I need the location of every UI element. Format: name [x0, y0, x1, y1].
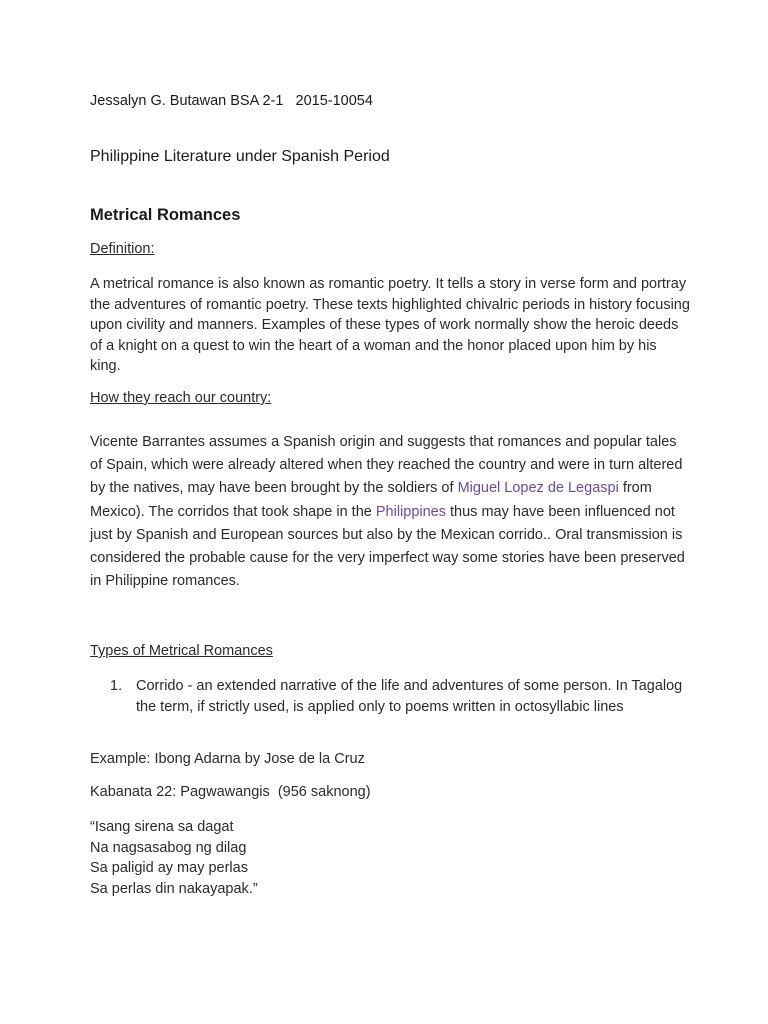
definition-text: A metrical romance is also known as romantic poetry. It tells a story in verse form and portray the adventures of romantic poetry. These texts highlighted chivalric periods in history focusing upon civility and manners. Examples of these types of work normally show the heroic deeds of a knight on a quest to win the heart of a woman and the honor placed upon him by his king.: [90, 276, 690, 374]
document-title: Philippine Literature under Spanish Period: [90, 148, 390, 165]
list-item-text: Corrido - an extended narrative of the life and adventures of some person. In Tagalog the term, if strictly used, is applied only to poems written in octosyllabic lines: [136, 678, 683, 715]
poem-line: Sa paligid ay may perlas: [90, 860, 248, 876]
origin-text-3: thus may have been influenced not just by Spanish and European sources but also by the Mexican corrido.. Oral transmission is considered the probable cause for the very imperfect way some stories have been preserved in Philippine romances.: [90, 503, 685, 590]
poem-excerpt: [90, 817, 258, 899]
origin-label: How they reach our country:: [90, 390, 272, 406]
poem-line: Sa perlas din nakayapak.”: [90, 880, 258, 897]
poem-line: “Isang sirena sa dagat: [90, 819, 234, 835]
poem-line: Na nagsasabog ng dilag: [90, 839, 247, 856]
section-title: Metrical Romances: [90, 206, 241, 224]
legaspi-link[interactable]: Miguel Lopez de Legaspi: [457, 480, 619, 497]
origin-text-2: from Mexico). The corridos that took shape in the: [90, 480, 652, 520]
philippines-link[interactable]: Philippines: [375, 503, 446, 520]
origin-paragraph: [90, 431, 690, 593]
list-item-number: 1.: [110, 678, 123, 694]
origin-text-1: Vicente Barrantes assumes a Spanish origin and suggests that romances and popular tales of Spain, which were already altered when they reached the country and were in turn altered by the natives, may have been brought by the soldiers of: [90, 434, 683, 497]
author-line: Jessalyn G. Butawan BSA 2-1 2015-10054: [90, 93, 373, 109]
types-label: Types of Metrical Romances: [90, 643, 273, 659]
definition-label: Definition:: [90, 241, 155, 257]
example-line: Example: Ibong Adarna by Jose de la Cruz: [90, 751, 365, 767]
chapter-line: Kabanata 22: Pagwawangis (956 saknong): [90, 784, 371, 800]
